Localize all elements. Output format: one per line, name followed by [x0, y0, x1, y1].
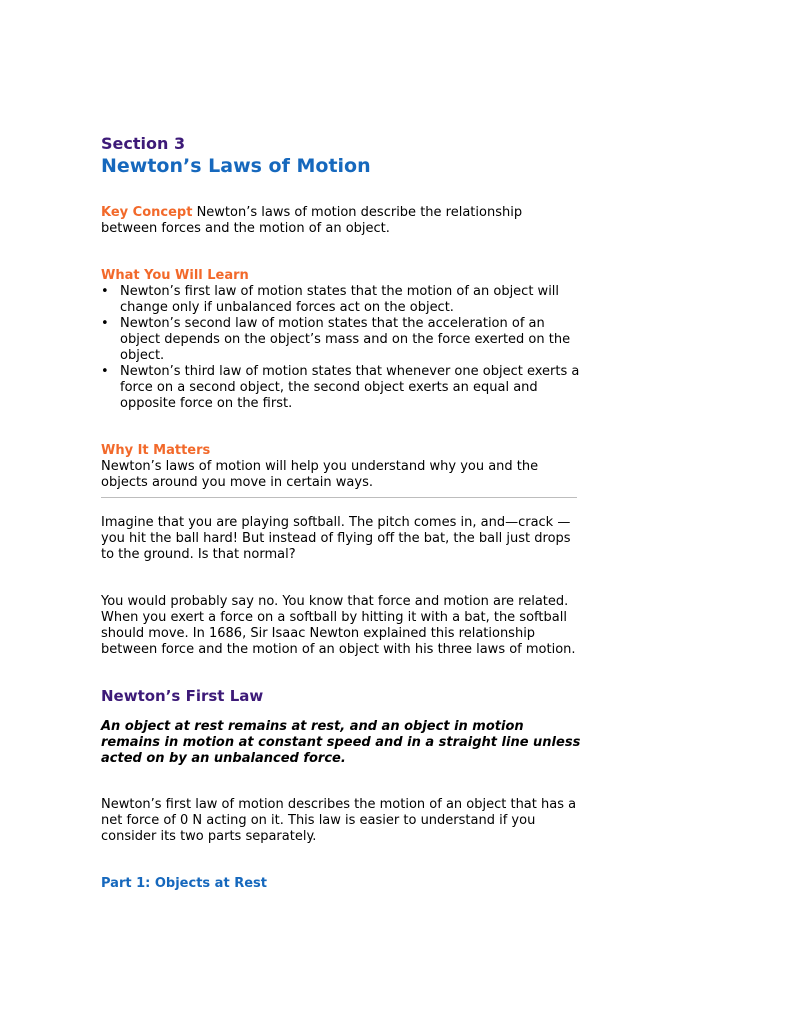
key-concept-label: Key Concept	[101, 205, 193, 220]
first-law-description: Newton’s first law of motion describes the motion of an object that has a net force of 0 N acting on it. This law is easier to understand if you consider its two parts separately.	[101, 797, 577, 844]
bullet-icon: •	[101, 316, 109, 331]
divider	[101, 497, 577, 498]
list-item	[101, 364, 581, 412]
body-paragraph: You would probably say no. You know that force and motion are related. When you exert a force on a softball by hitting it with a bat, the softball should move. In 1686, Sir Isaac Newton explained this relationship between force and the motion of an object with his three laws of motion.	[101, 594, 576, 657]
bullet-icon: •	[101, 284, 109, 299]
first-law-statement: An object at rest remains at rest, and an object in motion remains in motion at constant speed and in a straight line unless acted on by an unbalanced force.	[101, 719, 581, 766]
list-item-text: Newton’s third law of motion states that whenever one object exerts a force on a second object, the second object exerts an equal and opposite force on the first.	[120, 364, 580, 411]
key-concept-text: Newton’s laws of motion describe the relationship between forces and the motion of an object.	[101, 205, 523, 236]
intro-paragraph: Imagine that you are playing softball. The pitch comes in, and—crack — you hit the ball hard! But instead of flying off the bat, the ball just drops to the ground. Is that normal?	[101, 515, 571, 562]
list-item	[101, 316, 581, 364]
list-item-text: Newton’s second law of motion states that the acceleration of an object depends on the object’s mass and on the force exerted on the object.	[120, 316, 571, 363]
key-concept-paragraph	[101, 205, 581, 237]
first-law-heading: Newton’s First Law	[101, 687, 264, 705]
list-item	[101, 284, 581, 316]
part1-heading: Part 1: Objects at Rest	[101, 876, 267, 891]
why-it-matters-heading: Why It Matters	[101, 443, 211, 458]
what-you-will-learn-heading: What You Will Learn	[101, 268, 249, 283]
bullet-icon: •	[101, 364, 109, 379]
section-label: Section 3	[101, 134, 186, 153]
content-column	[101, 134, 581, 892]
section-title: Newton’s Laws of Motion	[101, 155, 371, 177]
list-item-text: Newton’s first law of motion states that the motion of an object will change only if unbalanced forces act on the object.	[120, 284, 560, 315]
learn-list	[101, 284, 581, 412]
why-it-matters-text: Newton’s laws of motion will help you understand why you and the objects around you move in certain ways.	[101, 459, 539, 490]
